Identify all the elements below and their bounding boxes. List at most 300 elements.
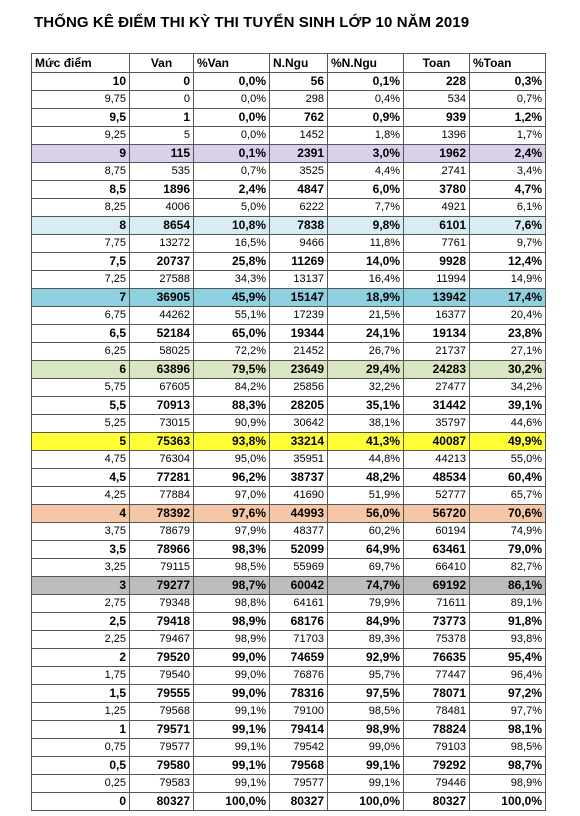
cell-pct-toan: 14,9% [470, 271, 546, 289]
cell-nngu: 80327 [270, 793, 328, 811]
cell-nngu: 78316 [270, 685, 328, 703]
cell-pct-van: 98,3% [194, 541, 270, 559]
cell-score: 9,75 [32, 91, 130, 109]
table-row [32, 739, 546, 757]
table-row [32, 775, 546, 793]
cell-score: 7,25 [32, 271, 130, 289]
cell-pct-toan: 97,7% [470, 703, 546, 721]
cell-score: 4,25 [32, 487, 130, 505]
cell-pct-van: 0,0% [194, 109, 270, 127]
cell-pct-toan: 1,2% [470, 109, 546, 127]
cell-pct-van: 99,0% [194, 685, 270, 703]
table-row [32, 361, 546, 379]
cell-pct-van: 98,5% [194, 559, 270, 577]
cell-toan: 79103 [404, 739, 470, 757]
cell-van: 79580 [130, 757, 194, 775]
cell-pct-toan: 6,1% [470, 199, 546, 217]
table-row [32, 685, 546, 703]
cell-score: 7,75 [32, 235, 130, 253]
cell-pct-nngu: 7,7% [328, 199, 404, 217]
cell-score: 8,75 [32, 163, 130, 181]
table-row [32, 613, 546, 631]
table-row [32, 667, 546, 685]
cell-toan: 7761 [404, 235, 470, 253]
cell-nngu: 68176 [270, 613, 328, 631]
cell-van: 5 [130, 127, 194, 145]
cell-toan: 27477 [404, 379, 470, 397]
cell-nngu: 79577 [270, 775, 328, 793]
cell-pct-van: 100,0% [194, 793, 270, 811]
cell-toan: 78071 [404, 685, 470, 703]
header-van: Van [130, 54, 194, 73]
cell-nngu: 21452 [270, 343, 328, 361]
cell-toan: 534 [404, 91, 470, 109]
cell-pct-van: 72,2% [194, 343, 270, 361]
cell-pct-toan: 44,6% [470, 415, 546, 433]
cell-pct-van: 88,3% [194, 397, 270, 415]
cell-toan: 9928 [404, 253, 470, 271]
table-row [32, 451, 546, 469]
cell-toan: 77447 [404, 667, 470, 685]
cell-nngu: 28205 [270, 397, 328, 415]
table-row [32, 721, 546, 739]
table-row [32, 109, 546, 127]
cell-pct-nngu: 98,9% [328, 721, 404, 739]
cell-score: 9,5 [32, 109, 130, 127]
cell-pct-nngu: 99,1% [328, 775, 404, 793]
cell-toan: 35797 [404, 415, 470, 433]
cell-pct-nngu: 11,8% [328, 235, 404, 253]
cell-pct-nngu: 3,0% [328, 145, 404, 163]
cell-pct-nngu: 38,1% [328, 415, 404, 433]
cell-nngu: 3525 [270, 163, 328, 181]
table-row [32, 415, 546, 433]
cell-nngu: 2391 [270, 145, 328, 163]
cell-nngu: 38737 [270, 469, 328, 487]
cell-nngu: 79414 [270, 721, 328, 739]
cell-pct-nngu: 24,1% [328, 325, 404, 343]
cell-nngu: 17239 [270, 307, 328, 325]
cell-toan: 1396 [404, 127, 470, 145]
cell-pct-van: 99,0% [194, 649, 270, 667]
cell-pct-toan: 79,0% [470, 541, 546, 559]
cell-van: 77884 [130, 487, 194, 505]
cell-van: 79348 [130, 595, 194, 613]
cell-nngu: 44993 [270, 505, 328, 523]
cell-pct-nngu: 92,9% [328, 649, 404, 667]
cell-toan: 24283 [404, 361, 470, 379]
cell-van: 27588 [130, 271, 194, 289]
cell-score: 1,25 [32, 703, 130, 721]
cell-van: 8654 [130, 217, 194, 235]
cell-toan: 80327 [404, 793, 470, 811]
cell-pct-nngu: 1,8% [328, 127, 404, 145]
cell-nngu: 23649 [270, 361, 328, 379]
table-row [32, 181, 546, 199]
cell-pct-nngu: 32,2% [328, 379, 404, 397]
table-row [32, 577, 546, 595]
cell-score: 2,25 [32, 631, 130, 649]
cell-score: 0,25 [32, 775, 130, 793]
cell-van: 79568 [130, 703, 194, 721]
cell-nngu: 71703 [270, 631, 328, 649]
cell-pct-van: 2,4% [194, 181, 270, 199]
cell-pct-nngu: 29,4% [328, 361, 404, 379]
cell-nngu: 79100 [270, 703, 328, 721]
cell-toan: 48534 [404, 469, 470, 487]
cell-toan: 56720 [404, 505, 470, 523]
cell-pct-toan: 49,9% [470, 433, 546, 451]
cell-van: 79467 [130, 631, 194, 649]
cell-pct-toan: 7,6% [470, 217, 546, 235]
cell-pct-toan: 34,2% [470, 379, 546, 397]
table-row [32, 217, 546, 235]
cell-van: 76304 [130, 451, 194, 469]
table-row [32, 559, 546, 577]
cell-pct-nngu: 0,4% [328, 91, 404, 109]
cell-toan: 1962 [404, 145, 470, 163]
cell-pct-nngu: 100,0% [328, 793, 404, 811]
cell-score: 4,75 [32, 451, 130, 469]
cell-pct-nngu: 48,2% [328, 469, 404, 487]
cell-pct-van: 96,2% [194, 469, 270, 487]
cell-pct-nngu: 4,4% [328, 163, 404, 181]
table-row [32, 595, 546, 613]
cell-van: 79277 [130, 577, 194, 595]
cell-van: 4006 [130, 199, 194, 217]
cell-pct-toan: 23,8% [470, 325, 546, 343]
cell-pct-van: 97,6% [194, 505, 270, 523]
cell-score: 8 [32, 217, 130, 235]
cell-pct-van: 10,8% [194, 217, 270, 235]
table-row [32, 433, 546, 451]
cell-van: 79571 [130, 721, 194, 739]
cell-score: 0 [32, 793, 130, 811]
table-row [32, 325, 546, 343]
cell-van: 52184 [130, 325, 194, 343]
cell-toan: 66410 [404, 559, 470, 577]
cell-toan: 228 [404, 73, 470, 91]
table-row [32, 487, 546, 505]
cell-pct-van: 79,5% [194, 361, 270, 379]
cell-score: 5,25 [32, 415, 130, 433]
cell-van: 79520 [130, 649, 194, 667]
cell-pct-van: 93,8% [194, 433, 270, 451]
cell-pct-van: 5,0% [194, 199, 270, 217]
cell-nngu: 60042 [270, 577, 328, 595]
cell-toan: 79446 [404, 775, 470, 793]
cell-toan: 16377 [404, 307, 470, 325]
cell-van: 79577 [130, 739, 194, 757]
cell-pct-van: 98,9% [194, 631, 270, 649]
cell-pct-toan: 4,7% [470, 181, 546, 199]
cell-nngu: 79568 [270, 757, 328, 775]
cell-pct-van: 99,1% [194, 703, 270, 721]
cell-pct-toan: 97,2% [470, 685, 546, 703]
cell-score: 5,75 [32, 379, 130, 397]
cell-pct-nngu: 99,0% [328, 739, 404, 757]
cell-toan: 75378 [404, 631, 470, 649]
cell-nngu: 74659 [270, 649, 328, 667]
cell-pct-van: 45,9% [194, 289, 270, 307]
cell-nngu: 13137 [270, 271, 328, 289]
cell-pct-toan: 74,9% [470, 523, 546, 541]
cell-toan: 71611 [404, 595, 470, 613]
cell-pct-toan: 1,7% [470, 127, 546, 145]
table-row [32, 631, 546, 649]
cell-van: 79540 [130, 667, 194, 685]
cell-toan: 76635 [404, 649, 470, 667]
cell-van: 0 [130, 91, 194, 109]
cell-pct-van: 25,8% [194, 253, 270, 271]
cell-pct-toan: 65,7% [470, 487, 546, 505]
score-statistics-table [31, 53, 546, 811]
cell-score: 0,75 [32, 739, 130, 757]
table-row [32, 235, 546, 253]
cell-pct-nngu: 69,7% [328, 559, 404, 577]
cell-score: 1,75 [32, 667, 130, 685]
header-pct-nngu: %N.Ngu [328, 54, 404, 73]
cell-toan: 19134 [404, 325, 470, 343]
cell-toan: 6101 [404, 217, 470, 235]
cell-pct-van: 0,7% [194, 163, 270, 181]
cell-toan: 63461 [404, 541, 470, 559]
cell-van: 13272 [130, 235, 194, 253]
cell-score: 3 [32, 577, 130, 595]
cell-pct-van: 99,1% [194, 721, 270, 739]
cell-van: 67605 [130, 379, 194, 397]
cell-pct-toan: 70,6% [470, 505, 546, 523]
cell-score: 4,5 [32, 469, 130, 487]
cell-pct-toan: 0,7% [470, 91, 546, 109]
table-row [32, 523, 546, 541]
table-row [32, 307, 546, 325]
table-row [32, 199, 546, 217]
cell-van: 78679 [130, 523, 194, 541]
cell-nngu: 35951 [270, 451, 328, 469]
cell-nngu: 6222 [270, 199, 328, 217]
cell-nngu: 9466 [270, 235, 328, 253]
cell-pct-toan: 17,4% [470, 289, 546, 307]
cell-toan: 78824 [404, 721, 470, 739]
cell-score: 5 [32, 433, 130, 451]
cell-toan: 3780 [404, 181, 470, 199]
cell-pct-van: 65,0% [194, 325, 270, 343]
cell-pct-nngu: 64,9% [328, 541, 404, 559]
cell-pct-nngu: 44,8% [328, 451, 404, 469]
cell-pct-toan: 60,4% [470, 469, 546, 487]
cell-score: 6,25 [32, 343, 130, 361]
cell-score: 7,5 [32, 253, 130, 271]
cell-pct-nngu: 16,4% [328, 271, 404, 289]
cell-pct-toan: 98,7% [470, 757, 546, 775]
cell-van: 79115 [130, 559, 194, 577]
cell-pct-toan: 0,3% [470, 73, 546, 91]
cell-pct-nngu: 9,8% [328, 217, 404, 235]
cell-pct-van: 0,0% [194, 91, 270, 109]
cell-pct-van: 98,9% [194, 613, 270, 631]
cell-pct-nngu: 18,9% [328, 289, 404, 307]
cell-pct-toan: 55,0% [470, 451, 546, 469]
cell-pct-toan: 91,8% [470, 613, 546, 631]
cell-pct-nngu: 84,9% [328, 613, 404, 631]
cell-van: 535 [130, 163, 194, 181]
cell-van: 79555 [130, 685, 194, 703]
cell-toan: 13942 [404, 289, 470, 307]
cell-toan: 31442 [404, 397, 470, 415]
cell-pct-van: 97,9% [194, 523, 270, 541]
cell-pct-nngu: 21,5% [328, 307, 404, 325]
cell-toan: 52777 [404, 487, 470, 505]
cell-score: 2,5 [32, 613, 130, 631]
cell-pct-toan: 100,0% [470, 793, 546, 811]
cell-score: 6 [32, 361, 130, 379]
page-title: THỐNG KÊ ĐIỂM THI KỲ THI TUYỂN SINH LỚP 10 NĂM 2019 [34, 14, 470, 31]
cell-pct-toan: 98,5% [470, 739, 546, 757]
table-row [32, 397, 546, 415]
cell-score: 8,25 [32, 199, 130, 217]
cell-pct-toan: 98,1% [470, 721, 546, 739]
table-row [32, 793, 546, 811]
table-row [32, 289, 546, 307]
cell-pct-van: 99,1% [194, 775, 270, 793]
table-row [32, 271, 546, 289]
cell-nngu: 19344 [270, 325, 328, 343]
cell-pct-van: 84,2% [194, 379, 270, 397]
cell-score: 2 [32, 649, 130, 667]
cell-score: 8,5 [32, 181, 130, 199]
table-row [32, 649, 546, 667]
table-row [32, 505, 546, 523]
cell-pct-nngu: 0,9% [328, 109, 404, 127]
cell-van: 79583 [130, 775, 194, 793]
cell-pct-nngu: 0,1% [328, 73, 404, 91]
cell-pct-nngu: 26,7% [328, 343, 404, 361]
cell-score: 9,25 [32, 127, 130, 145]
cell-score: 6,75 [32, 307, 130, 325]
cell-nngu: 298 [270, 91, 328, 109]
cell-van: 73015 [130, 415, 194, 433]
cell-pct-nngu: 89,3% [328, 631, 404, 649]
cell-pct-nngu: 35,1% [328, 397, 404, 415]
cell-van: 115 [130, 145, 194, 163]
cell-van: 80327 [130, 793, 194, 811]
cell-van: 36905 [130, 289, 194, 307]
cell-score: 3,5 [32, 541, 130, 559]
cell-van: 78966 [130, 541, 194, 559]
table-row [32, 379, 546, 397]
cell-toan: 79292 [404, 757, 470, 775]
header-score: Mức điểm [32, 54, 130, 73]
table-row [32, 757, 546, 775]
table-row [32, 253, 546, 271]
cell-nngu: 41690 [270, 487, 328, 505]
table-row [32, 91, 546, 109]
header-pct-van: %Van [194, 54, 270, 73]
cell-nngu: 1452 [270, 127, 328, 145]
cell-score: 1,5 [32, 685, 130, 703]
cell-van: 79418 [130, 613, 194, 631]
cell-pct-nngu: 99,1% [328, 757, 404, 775]
cell-van: 20737 [130, 253, 194, 271]
table-body [32, 73, 546, 811]
cell-pct-van: 99,1% [194, 739, 270, 757]
cell-pct-nngu: 79,9% [328, 595, 404, 613]
cell-van: 1 [130, 109, 194, 127]
cell-pct-van: 99,1% [194, 757, 270, 775]
cell-pct-van: 16,5% [194, 235, 270, 253]
cell-pct-toan: 89,1% [470, 595, 546, 613]
table-row [32, 145, 546, 163]
cell-pct-toan: 27,1% [470, 343, 546, 361]
cell-toan: 40087 [404, 433, 470, 451]
cell-score: 9 [32, 145, 130, 163]
cell-pct-toan: 98,9% [470, 775, 546, 793]
cell-nngu: 11269 [270, 253, 328, 271]
cell-toan: 4921 [404, 199, 470, 217]
cell-pct-toan: 39,1% [470, 397, 546, 415]
cell-nngu: 15147 [270, 289, 328, 307]
cell-nngu: 79542 [270, 739, 328, 757]
table-header-row [32, 54, 546, 73]
cell-nngu: 64161 [270, 595, 328, 613]
cell-pct-nngu: 95,7% [328, 667, 404, 685]
cell-van: 63896 [130, 361, 194, 379]
header-nngu: N.Ngu [270, 54, 328, 73]
cell-toan: 11994 [404, 271, 470, 289]
cell-pct-toan: 82,7% [470, 559, 546, 577]
cell-van: 70913 [130, 397, 194, 415]
table-row [32, 73, 546, 91]
cell-pct-toan: 30,2% [470, 361, 546, 379]
cell-pct-toan: 95,4% [470, 649, 546, 667]
cell-toan: 78481 [404, 703, 470, 721]
cell-toan: 60194 [404, 523, 470, 541]
cell-pct-nngu: 56,0% [328, 505, 404, 523]
cell-pct-toan: 9,7% [470, 235, 546, 253]
cell-pct-van: 98,8% [194, 595, 270, 613]
cell-score: 2,75 [32, 595, 130, 613]
cell-toan: 44213 [404, 451, 470, 469]
table-row [32, 343, 546, 361]
cell-pct-nngu: 6,0% [328, 181, 404, 199]
cell-nngu: 55969 [270, 559, 328, 577]
cell-van: 77281 [130, 469, 194, 487]
cell-pct-toan: 20,4% [470, 307, 546, 325]
header-pct-toan: %Toan [470, 54, 546, 73]
cell-score: 7 [32, 289, 130, 307]
cell-toan: 69192 [404, 577, 470, 595]
cell-van: 58025 [130, 343, 194, 361]
cell-nngu: 4847 [270, 181, 328, 199]
cell-pct-van: 0,0% [194, 73, 270, 91]
cell-pct-van: 34,3% [194, 271, 270, 289]
table-row [32, 127, 546, 145]
cell-score: 3,75 [32, 523, 130, 541]
cell-pct-van: 90,9% [194, 415, 270, 433]
cell-score: 5,5 [32, 397, 130, 415]
cell-pct-nngu: 41,3% [328, 433, 404, 451]
cell-pct-van: 99,0% [194, 667, 270, 685]
cell-nngu: 33214 [270, 433, 328, 451]
cell-nngu: 48377 [270, 523, 328, 541]
cell-nngu: 56 [270, 73, 328, 91]
cell-pct-toan: 3,4% [470, 163, 546, 181]
header-toan: Toan [404, 54, 470, 73]
cell-pct-van: 95,0% [194, 451, 270, 469]
cell-pct-toan: 12,4% [470, 253, 546, 271]
cell-pct-van: 0,0% [194, 127, 270, 145]
